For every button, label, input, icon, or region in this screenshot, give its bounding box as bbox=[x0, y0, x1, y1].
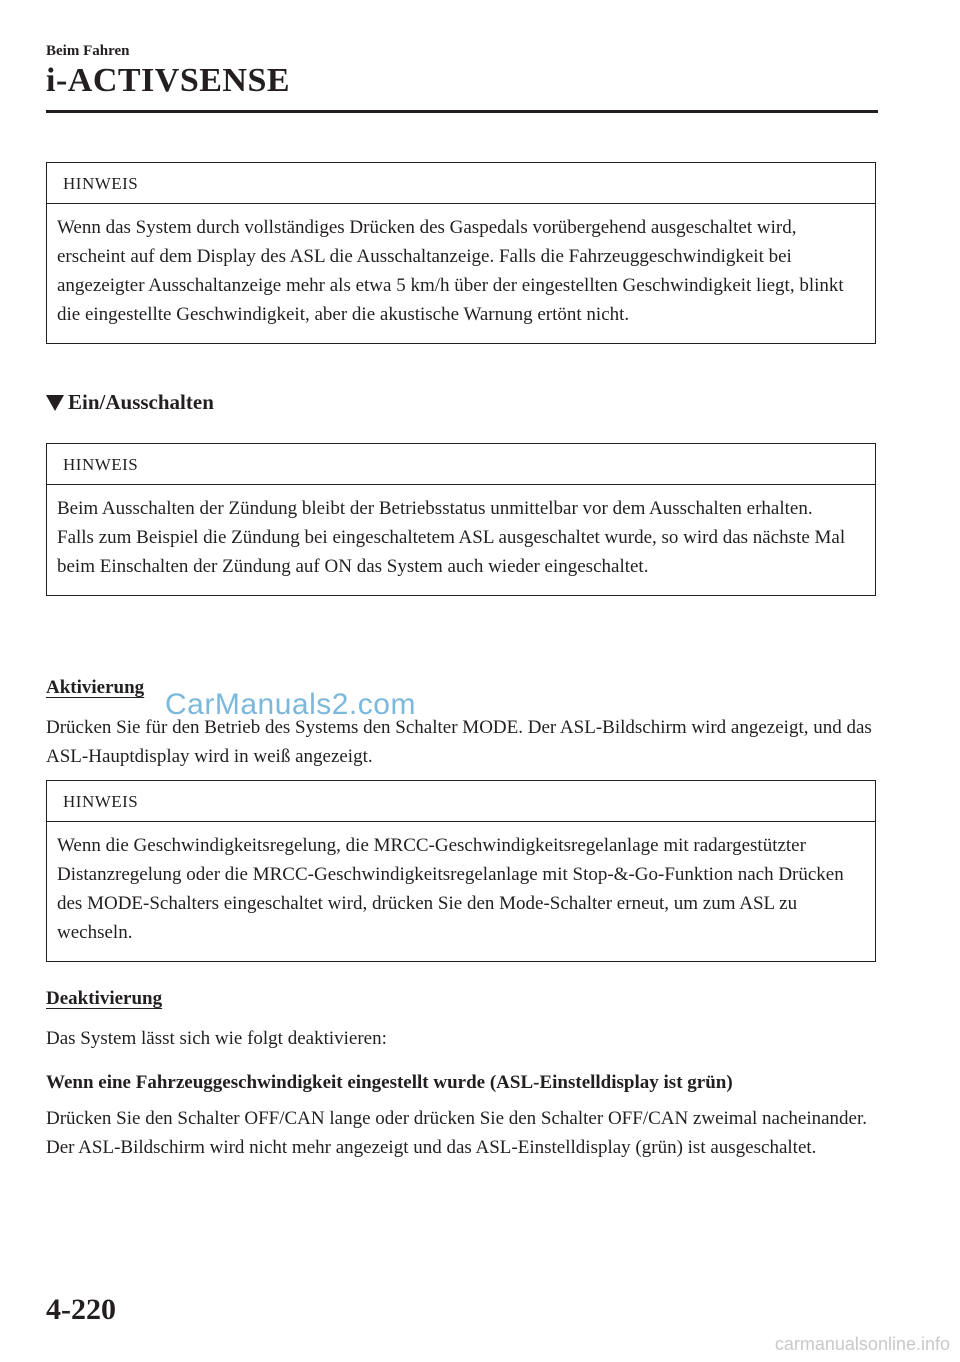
deactivation-text: Drücken Sie den Schalter OFF/CAN lange oder drücken Sie den Schalter OFF/CAN zweimal nacheinander. Der ASL-Bildschirm wird nicht mehr angezeigt und das ASL-Einstelldisplay (grün) ist ausgeschaltet. bbox=[46, 1108, 868, 1158]
note-label: HINWEIS bbox=[47, 444, 875, 485]
section-name: Beim Fahren bbox=[46, 43, 130, 59]
note-paragraph: Falls zum Beispiel die Zündung bei eingeschaltetem ASL ausgeschaltet wurde, so wird das nächste Mal beim Einschalten der Zündung auf ON das System auch wieder eingeschaltet. bbox=[57, 527, 846, 577]
note-box-3 bbox=[46, 780, 876, 962]
note-box-2 bbox=[46, 443, 876, 596]
subsection-title: Ein/Ausschalten bbox=[68, 390, 214, 414]
page-header bbox=[46, 42, 290, 100]
note-body bbox=[47, 485, 875, 595]
note-paragraph: Wenn das System durch vollständiges Drücken des Gaspedals vorübergehend ausgeschaltet wird, erscheint auf dem Display des ASL die Ausschaltanzeige. Falls die Fahrzeuggeschwindigkeit bei angezeigter Ausschaltanzeige mehr als etwa 5 km/h über der eingestellten Geschwindigkeit liegt, blinkt die eingestellte Geschwindigkeit, aber die akustische Warnung ertönt nicht. bbox=[57, 217, 844, 325]
note-label: HINWEIS bbox=[47, 781, 875, 822]
subsection-heading bbox=[46, 390, 214, 415]
footer-watermark: carmanualsonline.info bbox=[774, 1334, 950, 1354]
note-paragraph: Wenn die Geschwindigkeitsregelung, die MRCC-Geschwindigkeitsregelanlage mit radargestützter Distanzregelung oder die MRCC-Geschwindigkeitsregelanlage mit Stop-&-Go-Funktion nach Drücken des MODE-Schalters eingeschaltet wird, drücken Sie den Mode-Schalter erneut, um zum ASL zu wechseln. bbox=[57, 835, 844, 943]
activation-heading: Aktivierung bbox=[46, 677, 145, 698]
chapter-title: i-ACTIVSENSE bbox=[46, 62, 291, 99]
note-body bbox=[47, 204, 875, 343]
triangle-down-icon bbox=[46, 395, 64, 411]
page-number: 4-220 bbox=[46, 1293, 116, 1326]
activation-text: Drücken Sie für den Betrieb des Systems den Schalter MODE. Der ASL-Bildschirm wird angezeigt, und das ASL-Hauptdisplay wird in weiß angezeigt. bbox=[46, 717, 872, 767]
note-label: HINWEIS bbox=[47, 163, 875, 204]
note-paragraph: Beim Ausschalten der Zündung bleibt der Betriebsstatus unmittelbar vor dem Ausschalten erhalten. bbox=[57, 498, 813, 519]
deactivation-intro: Das System lässt sich wie folgt deaktivieren: bbox=[46, 1028, 387, 1049]
note-body bbox=[47, 822, 875, 961]
deactivation-heading: Deaktivierung bbox=[46, 988, 163, 1009]
deactivation-condition: Wenn eine Fahrzeuggeschwindigkeit eingestellt wurde (ASL-Einstelldisplay ist grün) bbox=[46, 1072, 733, 1093]
watermark-logo: CarManuals2.com bbox=[165, 688, 416, 721]
header-divider bbox=[46, 110, 878, 113]
note-box-1 bbox=[46, 162, 876, 344]
